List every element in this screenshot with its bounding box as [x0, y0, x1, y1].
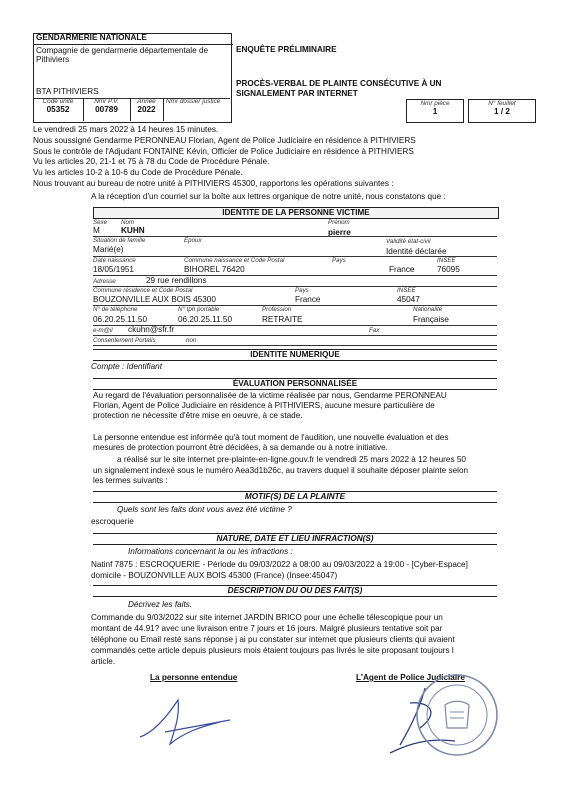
piece-value: 1 — [432, 107, 438, 117]
dossier-label: Nmr dossier justice — [166, 98, 221, 105]
evaluation-title: ÉVALUATION PERSONNALISÉE — [232, 379, 358, 388]
tel-value: 06.20.25.11.50 — [93, 315, 148, 324]
intro-line-6: Nous trouvant au bureau de notre unité à PITHIVIERS 45300, rapportons les opérations suivantes : — [33, 179, 394, 188]
nmr-pv-label: Nmr P.V. — [94, 98, 119, 105]
description-line-1: Commande du 9/03/2022 sur site internet JARDIN BRICO pour une échelle télescopique pour un — [91, 613, 443, 622]
description-line-4: commandés cette article depuis plusieurs mois étaient toujours pas livrés le site proposant toujours l — [91, 646, 454, 655]
feuillet-box — [468, 99, 536, 123]
intro-line-1: Le vendredi 25 mars 2022 à 14 heures 15 minutes. — [33, 125, 219, 134]
prenom-value: pierre — [328, 228, 351, 237]
motifs-title-bar — [93, 491, 497, 503]
famille-value: Marié(e) — [93, 245, 124, 254]
divider — [93, 236, 497, 237]
portalis-value: non — [186, 337, 197, 344]
description-title-bar — [93, 585, 497, 597]
commune-naiss-label: Commune naissance et Code Postal — [184, 257, 285, 264]
nature-title: NATURE, DATE ET LIEU INFRACTION(S) — [216, 534, 374, 543]
intro-line-2: Nous soussigné Gendarme PERONNEAU Florian, Agent de Police Judiciaire en résidence à PITHIVIERS — [33, 136, 416, 145]
nom-value: KUHN — [121, 226, 145, 235]
gendarmerie-text: GENDARMERIE NATIONALE — [36, 33, 147, 42]
victim-title-bar — [93, 207, 499, 219]
divider — [93, 335, 497, 336]
insee-res-label: INSEE — [397, 287, 416, 294]
port-label: N° tph portable — [178, 306, 220, 313]
code-unite-cell — [33, 98, 84, 121]
profession-label: Profession — [262, 306, 292, 313]
code-unite-value: 05352 — [46, 105, 70, 115]
nmr-pv-value: 00789 — [95, 105, 118, 115]
commune-res-label: Commune résidence et Code Postal — [93, 287, 193, 294]
bta-text: BTA PITHIVIERS — [36, 87, 99, 96]
dossier-cell — [164, 98, 230, 121]
evaluation-p3-l3: les termes suivants : — [93, 476, 168, 485]
piece-label: Nmr pièce — [420, 100, 450, 107]
nationalite-label: Nationalité — [413, 306, 443, 313]
intro-line-7: A la réception d'un courriel sur la boîte aux lettres organique de notre unité, nous constatons que : — [91, 192, 446, 201]
proces-verbal-title: PROCÈS-VERBAL DE PLAINTE CONSÉCUTIVE À UN SIGNALEMENT PAR INTERNET — [236, 79, 442, 99]
nationalite-value: Française — [413, 315, 449, 324]
description-title: DESCRIPTION DU OU DES FAIT(S) — [227, 586, 363, 595]
evaluation-p3-l2: un signalement indexé sous le numéro Aea3d1b26c, au travers duquel il souhaite déposer plainte selon — [93, 466, 469, 475]
insee-res-value: 45047 — [397, 295, 420, 304]
email-label: e-m@il — [93, 327, 113, 334]
nature-title-bar — [93, 533, 497, 545]
description-line-5: article. — [91, 657, 116, 666]
nature-line-2: domicile - BOUZONVILLE AUX BOIS 45300 (France) (Insee:45047) — [91, 571, 338, 580]
tel-label: N° de téléphone — [93, 306, 138, 313]
pays-naiss-label: Pays — [332, 257, 346, 264]
epoux-label: Epoux — [184, 237, 202, 244]
fax-label: Fax — [369, 327, 380, 334]
profession-value: RETRAITE — [262, 315, 303, 324]
evaluation-p2-l1: La personne entendue est informée qu'à tout moment de l'audition, une nouvelle évaluation et des — [93, 433, 449, 442]
motifs-title: MOTIF(S) DE LA PLAINTE — [244, 492, 346, 501]
sexe-value: M — [93, 226, 100, 235]
intro-line-4: Vu les articles 20, 21-1 et 75 à 78 du Code de Procédure Pénale. — [33, 157, 270, 166]
evaluation-p2-l2: mesures de protection pourront être décidées, à sa demande ou à notre initiative. — [93, 443, 388, 452]
feuillet-label: N° feuillet — [488, 100, 516, 107]
gendarmerie-stamp — [412, 670, 502, 760]
description-question: Décrivez les faits. — [128, 600, 193, 609]
nmr-pv-cell — [83, 98, 131, 121]
numerique-title: IDENTITE NUMERIQUE — [250, 350, 340, 359]
insee-naiss-label: INSEE — [437, 257, 456, 264]
validite-value: Identité déclarée — [386, 247, 447, 256]
insee-naiss-value: 76095 — [437, 265, 460, 274]
gendarmerie-title — [33, 33, 233, 45]
intro-line-5: Vu les articles 10-2 à 10-6 du Code de Procédure Pénale. — [33, 168, 243, 177]
piece-box — [406, 99, 464, 123]
pays-res-value: France — [295, 295, 321, 304]
divider — [93, 345, 497, 346]
evaluation-title-bar — [93, 378, 497, 390]
personne-entendue-label: La personne entendue — [150, 673, 238, 682]
famille-label: Situation de famille — [93, 237, 146, 244]
adresse-value: 29 rue rendillons — [146, 276, 207, 285]
naissance-value: 18/05/1951 — [93, 265, 134, 274]
victim-signature — [130, 692, 240, 752]
numerique-title-bar — [93, 349, 497, 361]
annee-value: 2022 — [137, 105, 156, 115]
compagnie-text: Compagnie de gendarmerie départementale de Pithiviers — [36, 46, 209, 65]
portalis-label: Consentement Portalis — [93, 337, 156, 344]
evaluation-p1-l2: Florian, Agent de Police Judiciaire en résidence à PITHIVIERS, aucune mesure particulière de — [93, 401, 435, 410]
agent-label: L'Agent de Police Judiciaire — [356, 673, 465, 682]
nom-label: Nom — [121, 219, 135, 226]
annee-cell — [130, 98, 164, 121]
pays-res-label: Pays — [295, 287, 309, 294]
email-value: ckuhn@sfr.fr — [128, 325, 175, 334]
nature-info: Informations concernant la ou les infractions : — [128, 547, 293, 556]
enquete-title: ENQUÊTE PRÉLIMINAIRE — [236, 45, 337, 54]
compte-text: Compte : Identifiant — [91, 362, 162, 371]
commune-naiss-value: BIHOREL 76420 — [184, 265, 245, 274]
code-row — [33, 98, 230, 121]
adresse-label: Adresse — [93, 278, 116, 285]
naissance-label: Date naissance — [93, 257, 136, 264]
port-value: 06.20.25.11.50 — [178, 315, 233, 324]
sexe-label: Sexe — [93, 219, 108, 226]
evaluation-p1-l3: protection ne nécessite d'être mise en oeuvre, à ce stade. — [93, 411, 303, 420]
validite-label: Validité état-civil — [386, 238, 431, 245]
intro-line-3: Sous le contrôle de l'Adjudant FONTAINE Kévin, Officier de Police Judiciaire en résidence à PITHIVIERS — [33, 147, 414, 156]
annee-label: Année — [137, 98, 156, 105]
commune-res-value: BOUZONVILLE AUX BOIS 45300 — [93, 295, 216, 304]
motifs-answer: escroquerie — [91, 517, 134, 526]
description-line-3: téléphone ou Email resté sans réponse j ai pu constater sur internet que plusieurs clients qui avaient — [91, 635, 455, 644]
nature-line-1: Natinf 7875 : ESCROQUERIE - Période du 09/03/2022 à 08:00 au 09/03/2022 à 19:00 - [Cyber-Espace] — [91, 560, 468, 569]
description-line-2: montant de 44.91? avec une livraison entre 7 jours et 16 jours. Malgré plusieurs tentative soit par — [91, 624, 443, 633]
victim-title: IDENTITE DE LA PERSONNE VICTIME — [222, 208, 370, 217]
prenom-label: Prénom — [328, 219, 350, 226]
code-unite-label: Code unité — [42, 98, 74, 105]
feuillet-value: 1 / 2 — [494, 107, 510, 117]
evaluation-p1-l1: Au regard de l'évaluation personnalisée de la victime réalisée par nous, Gendarme PERONNEAU — [93, 391, 447, 400]
evaluation-p3-l1: a réalisé sur le site internet pre-plainte-en-ligne.gouv.fr le vendredi 25 mars 2022 à 12 heures 50 — [117, 455, 466, 464]
motifs-question: Quels sont les faits dont vous avez été victime ? — [117, 505, 292, 514]
pays-naiss-value: France — [389, 265, 415, 274]
